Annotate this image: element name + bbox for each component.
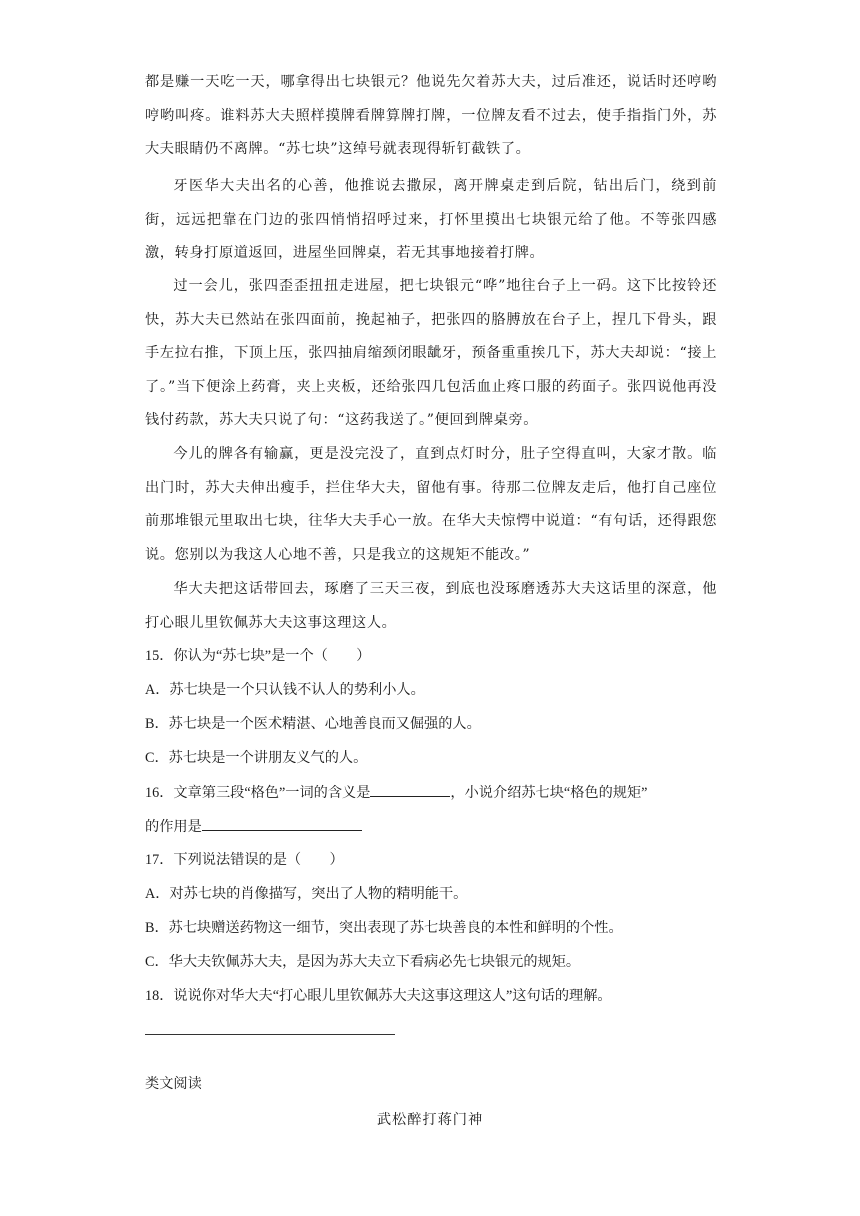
passage-paragraph-hua-admires: 华大夫把这话带回去，琢磨了三天三夜，到底也没琢磨透苏大夫这话里的深意，他打心眼儿里钦佩苏大夫这事这理这人。 bbox=[145, 581, 717, 631]
question-17: 17．下列说法错误的是（ ） bbox=[145, 852, 344, 868]
question-15-option-a: A．苏七块是一个只认钱不认人的势利小人。 bbox=[145, 682, 425, 698]
answer-blank-effect[interactable] bbox=[202, 816, 362, 831]
passage-paragraph-su-returns-money: 今儿的牌各有输赢，更是没完没了，直到点灯时分，肚子空得直叫，大家才散。临出门时，苏大夫伸出瘦手，拦住华大夫，留他有事。待那二位牌友走后，他打自己座位前那堆银元里取出七块，往华大夫手心一放。在华大夫惊愕中说道：“有句话，还得跟您说。您别以为我这人心地不善，只是我立的这规矩不能改。” bbox=[145, 446, 717, 563]
question-15-option-c: C．苏七块是一个讲朋友义气的人。 bbox=[145, 750, 368, 766]
question-16-text-2: ，小说介绍苏七块“格色的规矩” bbox=[450, 785, 648, 801]
question-18: 18．说说你对华大夫“打心眼儿里钦佩苏大夫这事这理这人”这句话的理解。 bbox=[145, 988, 612, 1004]
question-15-option-b: B．苏七块是一个医术精湛、心地善良而又倔强的人。 bbox=[145, 716, 481, 732]
question-16-text-1: 16．文章第三段“格色”一词的含义是 bbox=[145, 785, 371, 801]
question-16-text-3: 的作用是 bbox=[145, 819, 202, 835]
question-16-continued bbox=[145, 816, 725, 837]
passage-paragraph-hua-helps: 牙医华大夫出名的心善，他推说去撒尿，离开牌桌走到后院，钻出后门，绕到前街，远远把靠在门边的张四悄悄招呼过来，打怀里摸出七块银元给了他。不等张四感激，转身打原道返回，进屋坐回牌桌，若无其事地接着打牌。 bbox=[145, 178, 717, 261]
passage-paragraph-continued: 都是赚一天吃一天，哪拿得出七块银元？他说先欠着苏大夫，过后准还，说话时还哼哟哼哟叫疼。谁料苏大夫照样摸牌看牌算牌打牌，一位牌友看不过去，使手指指门外，苏大夫眼睛仍不离牌。“苏七块”这绰号就表现得斩钉截铁了。 bbox=[145, 74, 717, 157]
next-passage-title: 武松醉打蒋门神 bbox=[376, 1112, 484, 1128]
section-label: 类文阅读 bbox=[145, 1076, 202, 1092]
question-17-option-b: B．苏七块赠送药物这一细节，突出表现了苏七块善良的本性和鲜明的个性。 bbox=[145, 920, 623, 936]
question-16 bbox=[145, 782, 725, 803]
answer-blank-meaning[interactable] bbox=[370, 782, 450, 797]
question-17-option-c: C．华大夫钦佩苏大夫，是因为苏大夫立下看病必先七块银元的规矩。 bbox=[145, 954, 581, 970]
question-15: 15．你认为“苏七块”是一个（ ） bbox=[145, 648, 371, 664]
question-17-option-a: A．对苏七块的肖像描写，突出了人物的精明能干。 bbox=[145, 886, 468, 902]
answer-line-q18[interactable] bbox=[145, 1034, 395, 1035]
passage-paragraph-zhang-returns: 过一会儿，张四歪歪扭扭走进屋，把七块银元“哗”地往台子上一码。这下比按铃还快，苏大夫已然站在张四面前，挽起袖子，把张四的胳膊放在台子上，捏几下骨头，跟手左拉右推，下顶上压，张四抽肩缩颈闭眼龇牙，预备重重挨几下，苏大夫却说：“接上了。”当下便涂上药膏，夹上夹板，还给张四几包活血止疼口服的药面子。张四说他再没钱付药款，苏大夫只说了句：“这药我送了。”便回到牌桌旁。 bbox=[145, 278, 717, 428]
